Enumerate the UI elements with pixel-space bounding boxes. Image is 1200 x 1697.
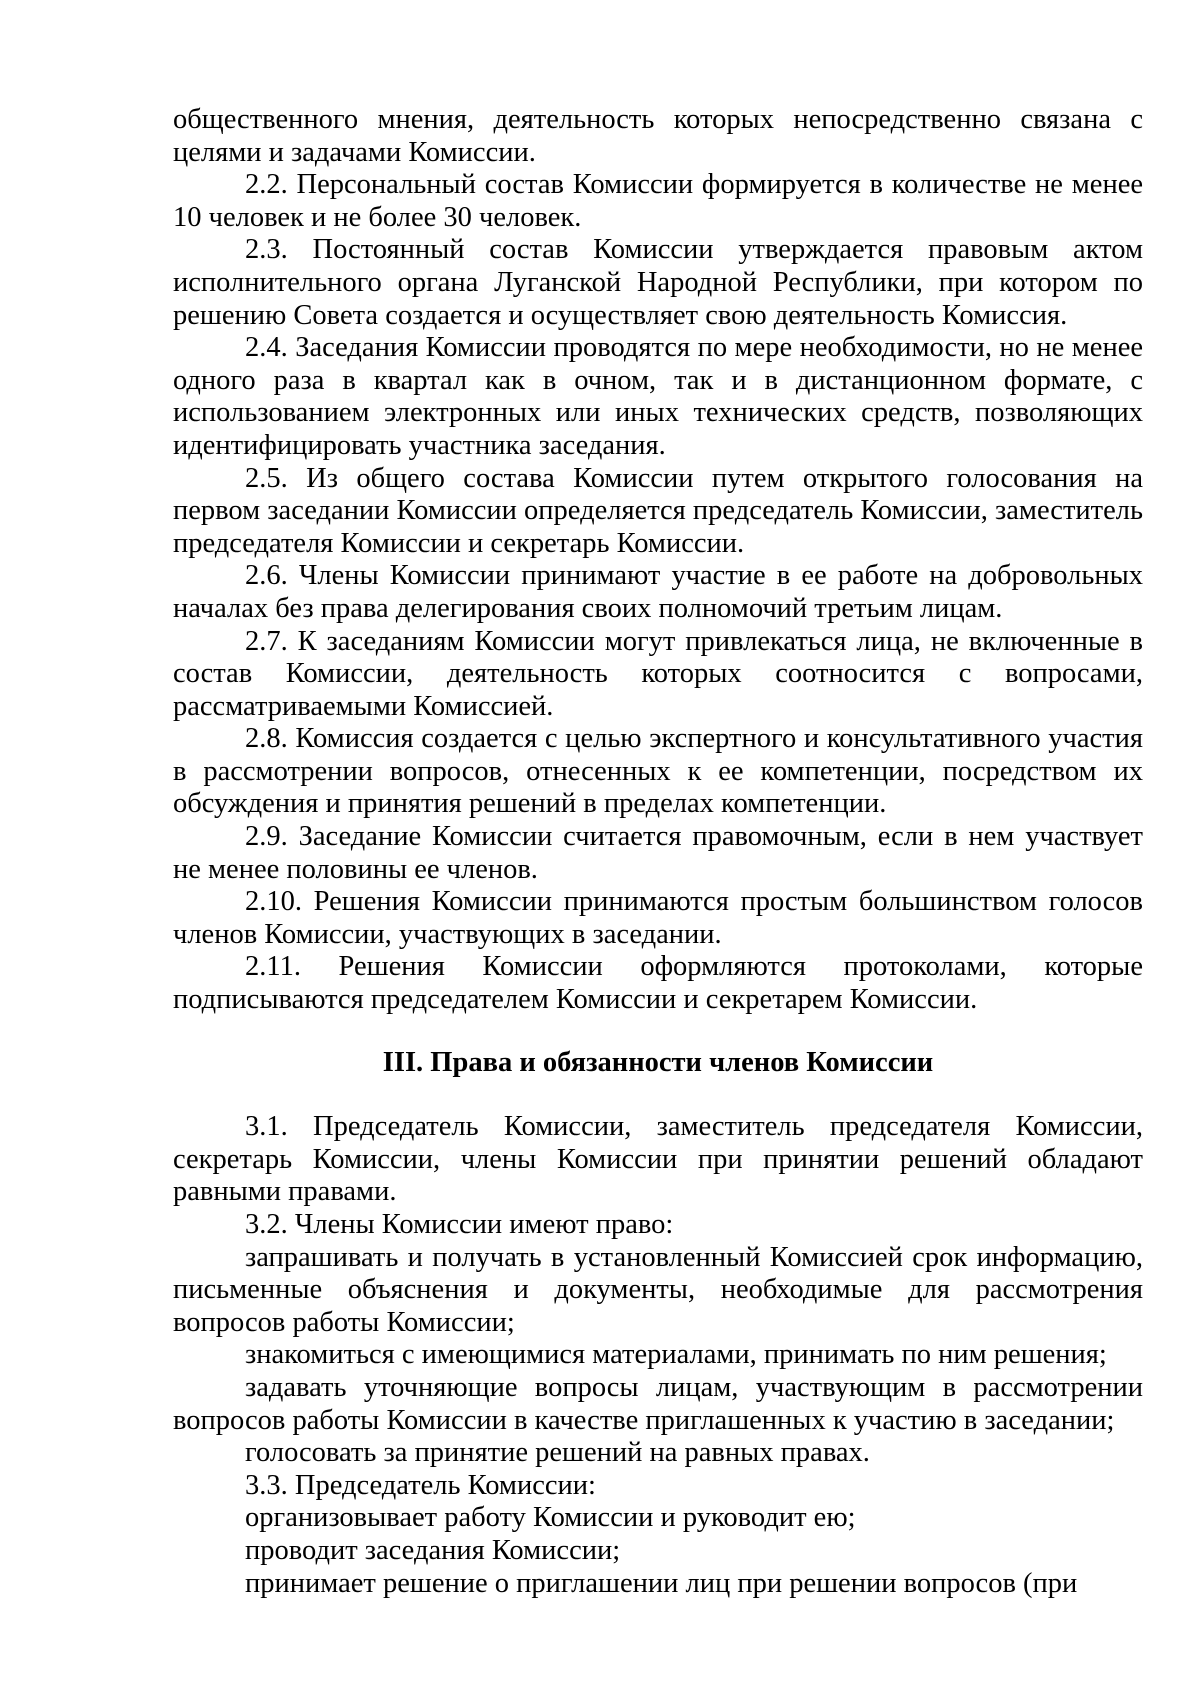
section-3-heading: III. Права и обязанности членов Комиссии xyxy=(382,1046,934,1078)
paragraph-2-6: 2.6. Члены Комиссии принимают участие в ее работе на добровольных началах без права делегирования своих полномочий третьим лицам. xyxy=(173,560,1143,624)
paragraph-2-7: 2.7. К заседаниям Комиссии могут привлекаться лица, не включенные в состав Комиссии, деятельность которых соотносится с вопросами, рассматриваемыми Комиссией. xyxy=(173,625,1143,722)
paragraph-2-2: 2.2. Персональный состав Комиссии формируется в количестве не менее 10 человек и не более 30 человек. xyxy=(173,169,1143,233)
paragraph-continuation: общественного мнения, деятельность которых непосредственно связана с целями и задачами Комиссии. xyxy=(173,104,1143,168)
paragraph-3-3-item: организовывает работу Комиссии и руководит ею; xyxy=(245,1502,856,1534)
paragraph-3-2-item: задавать уточняющие вопросы лицам, участвующим в рассмотрении вопросов работы Комиссии в качестве приглашенных к участию в заседании; xyxy=(173,1371,1143,1436)
paragraph-2-5: 2.5. Из общего состава Комиссии путем открытого голосования на первом заседании Комиссии определяется председатель Комиссии, заместитель председателя Комиссии и секретарь Комиссии. xyxy=(173,462,1143,559)
paragraph-3-2-item: голосовать за принятие решений на равных правах. xyxy=(245,1437,870,1469)
paragraph-3-3: 3.3. Председатель Комиссии: xyxy=(245,1469,596,1501)
paragraph-3-3-item: проводит заседания Комиссии; xyxy=(245,1534,621,1566)
paragraph-2-8: 2.8. Комиссия создается с целью экспертного и консультативного участия в рассмотрении вопросов, отнесенных к ее компетенции, посредством их обсуждения и принятия решений в пределах компетенции. xyxy=(173,723,1143,820)
paragraph-3-3-item: принимает решение о приглашении лиц при решении вопросов (при xyxy=(245,1567,1078,1599)
paragraph-2-3: 2.3. Постоянный состав Комиссии утверждается правовым актом исполнительного органа Луганской Народной Республики, при котором по решению Совета создается и осуществляет свою деятельность Комиссия. xyxy=(173,234,1143,331)
paragraph-3-1: 3.1. Председатель Комиссии, заместитель председателя Комиссии, секретарь Комиссии, члены Комиссии при принятии решений обладают равными правами. xyxy=(173,1111,1143,1208)
paragraph-3-2-item: запрашивать и получать в установленный Комиссией срок информацию, письменные объяснения и документы, необходимые для рассмотрения вопросов работы Комиссии; xyxy=(173,1241,1143,1338)
paragraph-2-10: 2.10. Решения Комиссии принимаются простым большинством голосов членов Комиссии, участвующих в заседании. xyxy=(173,886,1143,950)
paragraph-3-2: 3.2. Члены Комиссии имеют право: xyxy=(245,1209,674,1240)
document-page xyxy=(173,104,1143,1600)
paragraph-2-4: 2.4. Заседания Комиссии проводятся по мере необходимости, но не менее одного раза в квартал как в очном, так и в дистанционном формате, с использованием электронных или иных технических средств, позволяющих идентифицировать участника заседания. xyxy=(173,332,1143,461)
paragraph-2-9: 2.9. Заседание Комиссии считается правомочным, если в нем участвует не менее половины ее членов. xyxy=(173,821,1143,885)
paragraph-2-11: 2.11. Решения Комиссии оформляются протоколами, которые подписываются председателем Комиссии и секретарем Комиссии. xyxy=(173,951,1143,1016)
paragraph-3-2-item: знакомиться с имеющимися материалами, принимать по ним решения; xyxy=(245,1339,1107,1371)
